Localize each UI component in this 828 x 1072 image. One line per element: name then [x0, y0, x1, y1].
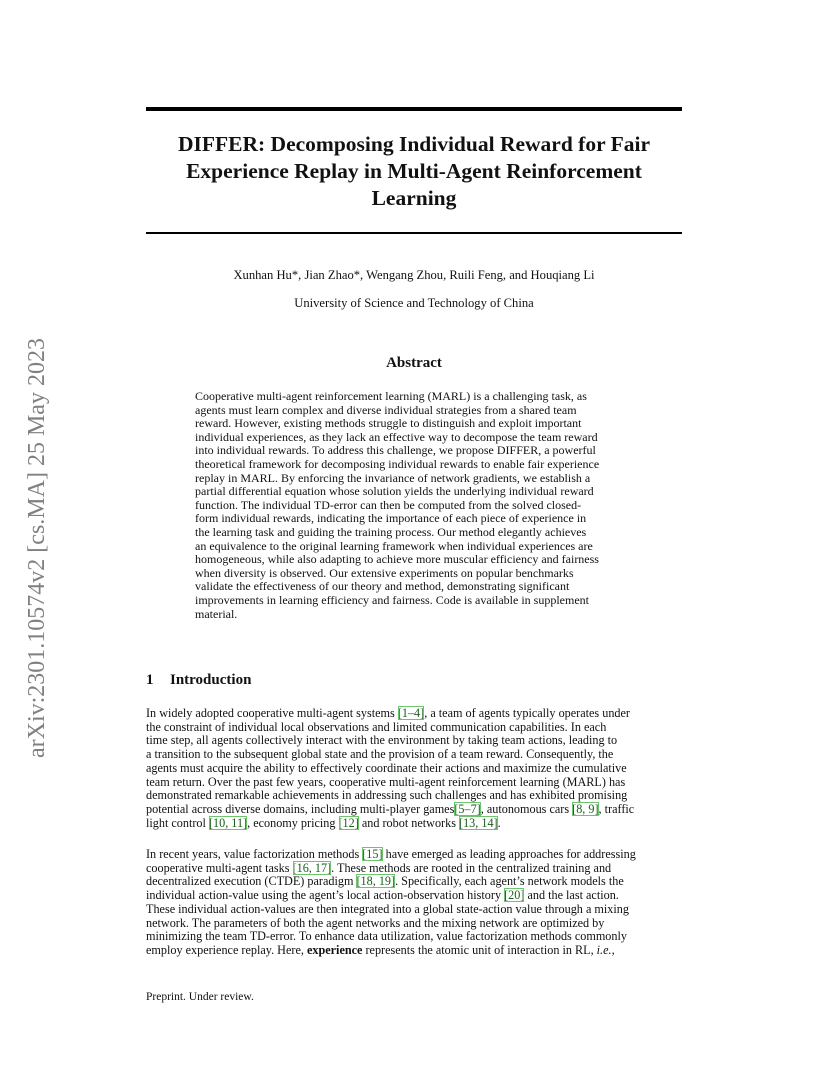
citation-link[interactable]: [20]	[504, 888, 525, 903]
text-line: network. The parameters of both the agent networks and the mixing network are optimized by	[146, 915, 605, 930]
text-run: potential across diverse domains, including multi-player games	[146, 801, 455, 816]
abstract-line: function. The individual TD-error can then be computed from the solved closed-	[195, 497, 582, 512]
citation-link[interactable]: [10, 11]	[208, 815, 248, 830]
text-run: . These methods are rooted in the centralized training and	[331, 860, 612, 875]
abstract-line: partial differential equation whose solution yields the underlying individual reward	[195, 484, 594, 499]
abstract-line: when diversity is observed. Our extensive experiments on popular benchmarks	[195, 565, 574, 580]
text-line: team return. Over the past few years, cooperative multi-agent reinforcement learning (MARL) has	[146, 774, 626, 789]
arxiv-identifier: arXiv:2301.10574v2 [cs.MA] 25 May 2023	[24, 338, 50, 758]
text-run: , traffic	[598, 801, 635, 816]
text-line	[146, 848, 683, 862]
section-heading-introduction	[146, 672, 251, 689]
abstract-line: an equivalence to the original learning framework when individual experiences are	[195, 538, 593, 553]
title-line: Experience Replay in Multi-Agent Reinforcement	[186, 159, 642, 183]
affiliation: University of Science and Technology of China	[294, 296, 534, 310]
text-line	[146, 817, 683, 831]
section-number: 1	[146, 672, 154, 688]
title-bottom-rule	[146, 232, 682, 234]
text-line: minimizing the team TD-error. To enhance data utilization, value factorization methods commonly	[146, 929, 627, 944]
citation-link[interactable]: [12]	[338, 815, 359, 830]
section-title: Introduction	[170, 672, 252, 688]
abstract-line: theoretical framework for decomposing individual rewards to enable fair experience	[195, 456, 600, 471]
text-run: ,	[611, 942, 615, 957]
text-line	[146, 875, 683, 889]
text-run: .	[497, 815, 501, 830]
citation-link[interactable]: [1–4]	[397, 706, 425, 720]
text-line	[146, 862, 683, 876]
citation-link[interactable]: [5–7]	[454, 801, 481, 816]
abstract-line: agents must learn complex and diverse individual strategies from a shared team	[195, 402, 577, 417]
text-run: decentralized execution (CTDE) paradigm	[146, 874, 357, 889]
text-run: represents the atomic unit of interaction in RL,	[362, 942, 597, 957]
preprint-footer: Preprint. Under review.	[146, 991, 254, 1003]
abstract-line: validate the effectiveness of our theory and method, demonstrating significant	[195, 579, 570, 594]
text-line: agents must acquire the ability to effectively coordinate their actions and maximize the cumulative	[146, 760, 627, 775]
abstract-line: Cooperative multi-agent reinforcement learning (MARL) is a challenging task, as	[195, 389, 587, 403]
text-run: , economy pricing	[247, 815, 339, 830]
paper-title	[146, 131, 682, 212]
italic-term: i.e.	[596, 942, 612, 957]
abstract-line: the learning task and guiding the training process. Our method elegantly achieves	[195, 524, 587, 539]
text-line	[146, 803, 683, 817]
text-line	[146, 707, 683, 721]
abstract-heading: Abstract	[386, 355, 442, 371]
abstract-line: replay in MARL. By enforcing the invariance of network gradients, we establish a	[195, 470, 591, 485]
text-line	[146, 944, 683, 958]
abstract-line: individual experiences, as they lack an effective way to decompose the team reward	[195, 429, 598, 444]
author-list: Xunhan Hu*, Jian Zhao*, Wengang Zhou, Ruili Feng, and Houqiang Li	[233, 268, 595, 282]
title-top-rule	[146, 107, 682, 111]
text-run: cooperative multi-agent tasks	[146, 860, 293, 875]
abstract-line: improvements in learning efficiency and fairness. Code is available in supplement	[195, 592, 589, 607]
abstract-text	[195, 390, 635, 621]
text-run: and robot networks	[358, 815, 460, 830]
citation-link[interactable]: [13, 14]	[459, 815, 498, 830]
abstract-line: homogeneous, while also adapting to achieve more muscular efficiency and fairness	[195, 552, 599, 567]
bold-term: experience	[306, 942, 363, 957]
text-run: employ experience replay. Here,	[146, 942, 307, 957]
text-run: In recent years, value factorization methods	[146, 847, 363, 861]
abstract-line: reward. However, existing methods struggle to distinguish and exploit important	[195, 416, 582, 431]
abstract-line: material.	[195, 606, 238, 621]
citation-link[interactable]: [18, 19]	[356, 874, 396, 889]
intro-paragraph-1	[146, 707, 683, 830]
text-run: individual action-value using the agent’s local action-observation history	[146, 888, 505, 903]
text-line	[146, 889, 683, 903]
text-run: have emerged as leading approaches for addressing	[382, 847, 636, 861]
intro-paragraph-2	[146, 848, 683, 958]
citation-link[interactable]: [15]	[362, 847, 383, 861]
text-run: In widely adopted cooperative multi-agent systems	[146, 706, 398, 720]
abstract-line: form individual rewards, indicating the importance of each piece of experience in	[195, 511, 587, 526]
text-line: a transition to the subsequent global state and the provision of a team reward. Consequently, the	[146, 747, 614, 762]
text-line: demonstrated remarkable achievements in addressing such challenges and has exhibited promising	[146, 788, 628, 803]
text-line: time step, all agents collectively interact with the environment by taking team actions, leading to	[146, 733, 618, 748]
title-line: Learning	[371, 186, 457, 210]
citation-link[interactable]: [16, 17]	[292, 860, 332, 875]
text-line: the constraint of individual local observations and limited communication capabilities. In each	[146, 719, 607, 734]
text-line: These individual action-values are then integrated into a global state-action value through a mixing	[146, 901, 629, 916]
title-line: DIFFER: Decomposing Individual Reward for Fair	[177, 132, 650, 156]
text-run: light control	[146, 815, 209, 830]
text-run: and the last action.	[524, 888, 619, 903]
abstract-line: into individual rewards. To address this challenge, we propose DIFFER, a powerful	[195, 443, 596, 458]
text-run: , autonomous cars	[480, 801, 573, 816]
text-run: , a team of agents typically operates under	[424, 706, 630, 720]
text-run: . Specifically, each agent’s network models the	[395, 874, 624, 889]
citation-link[interactable]: [8, 9]	[572, 801, 599, 816]
